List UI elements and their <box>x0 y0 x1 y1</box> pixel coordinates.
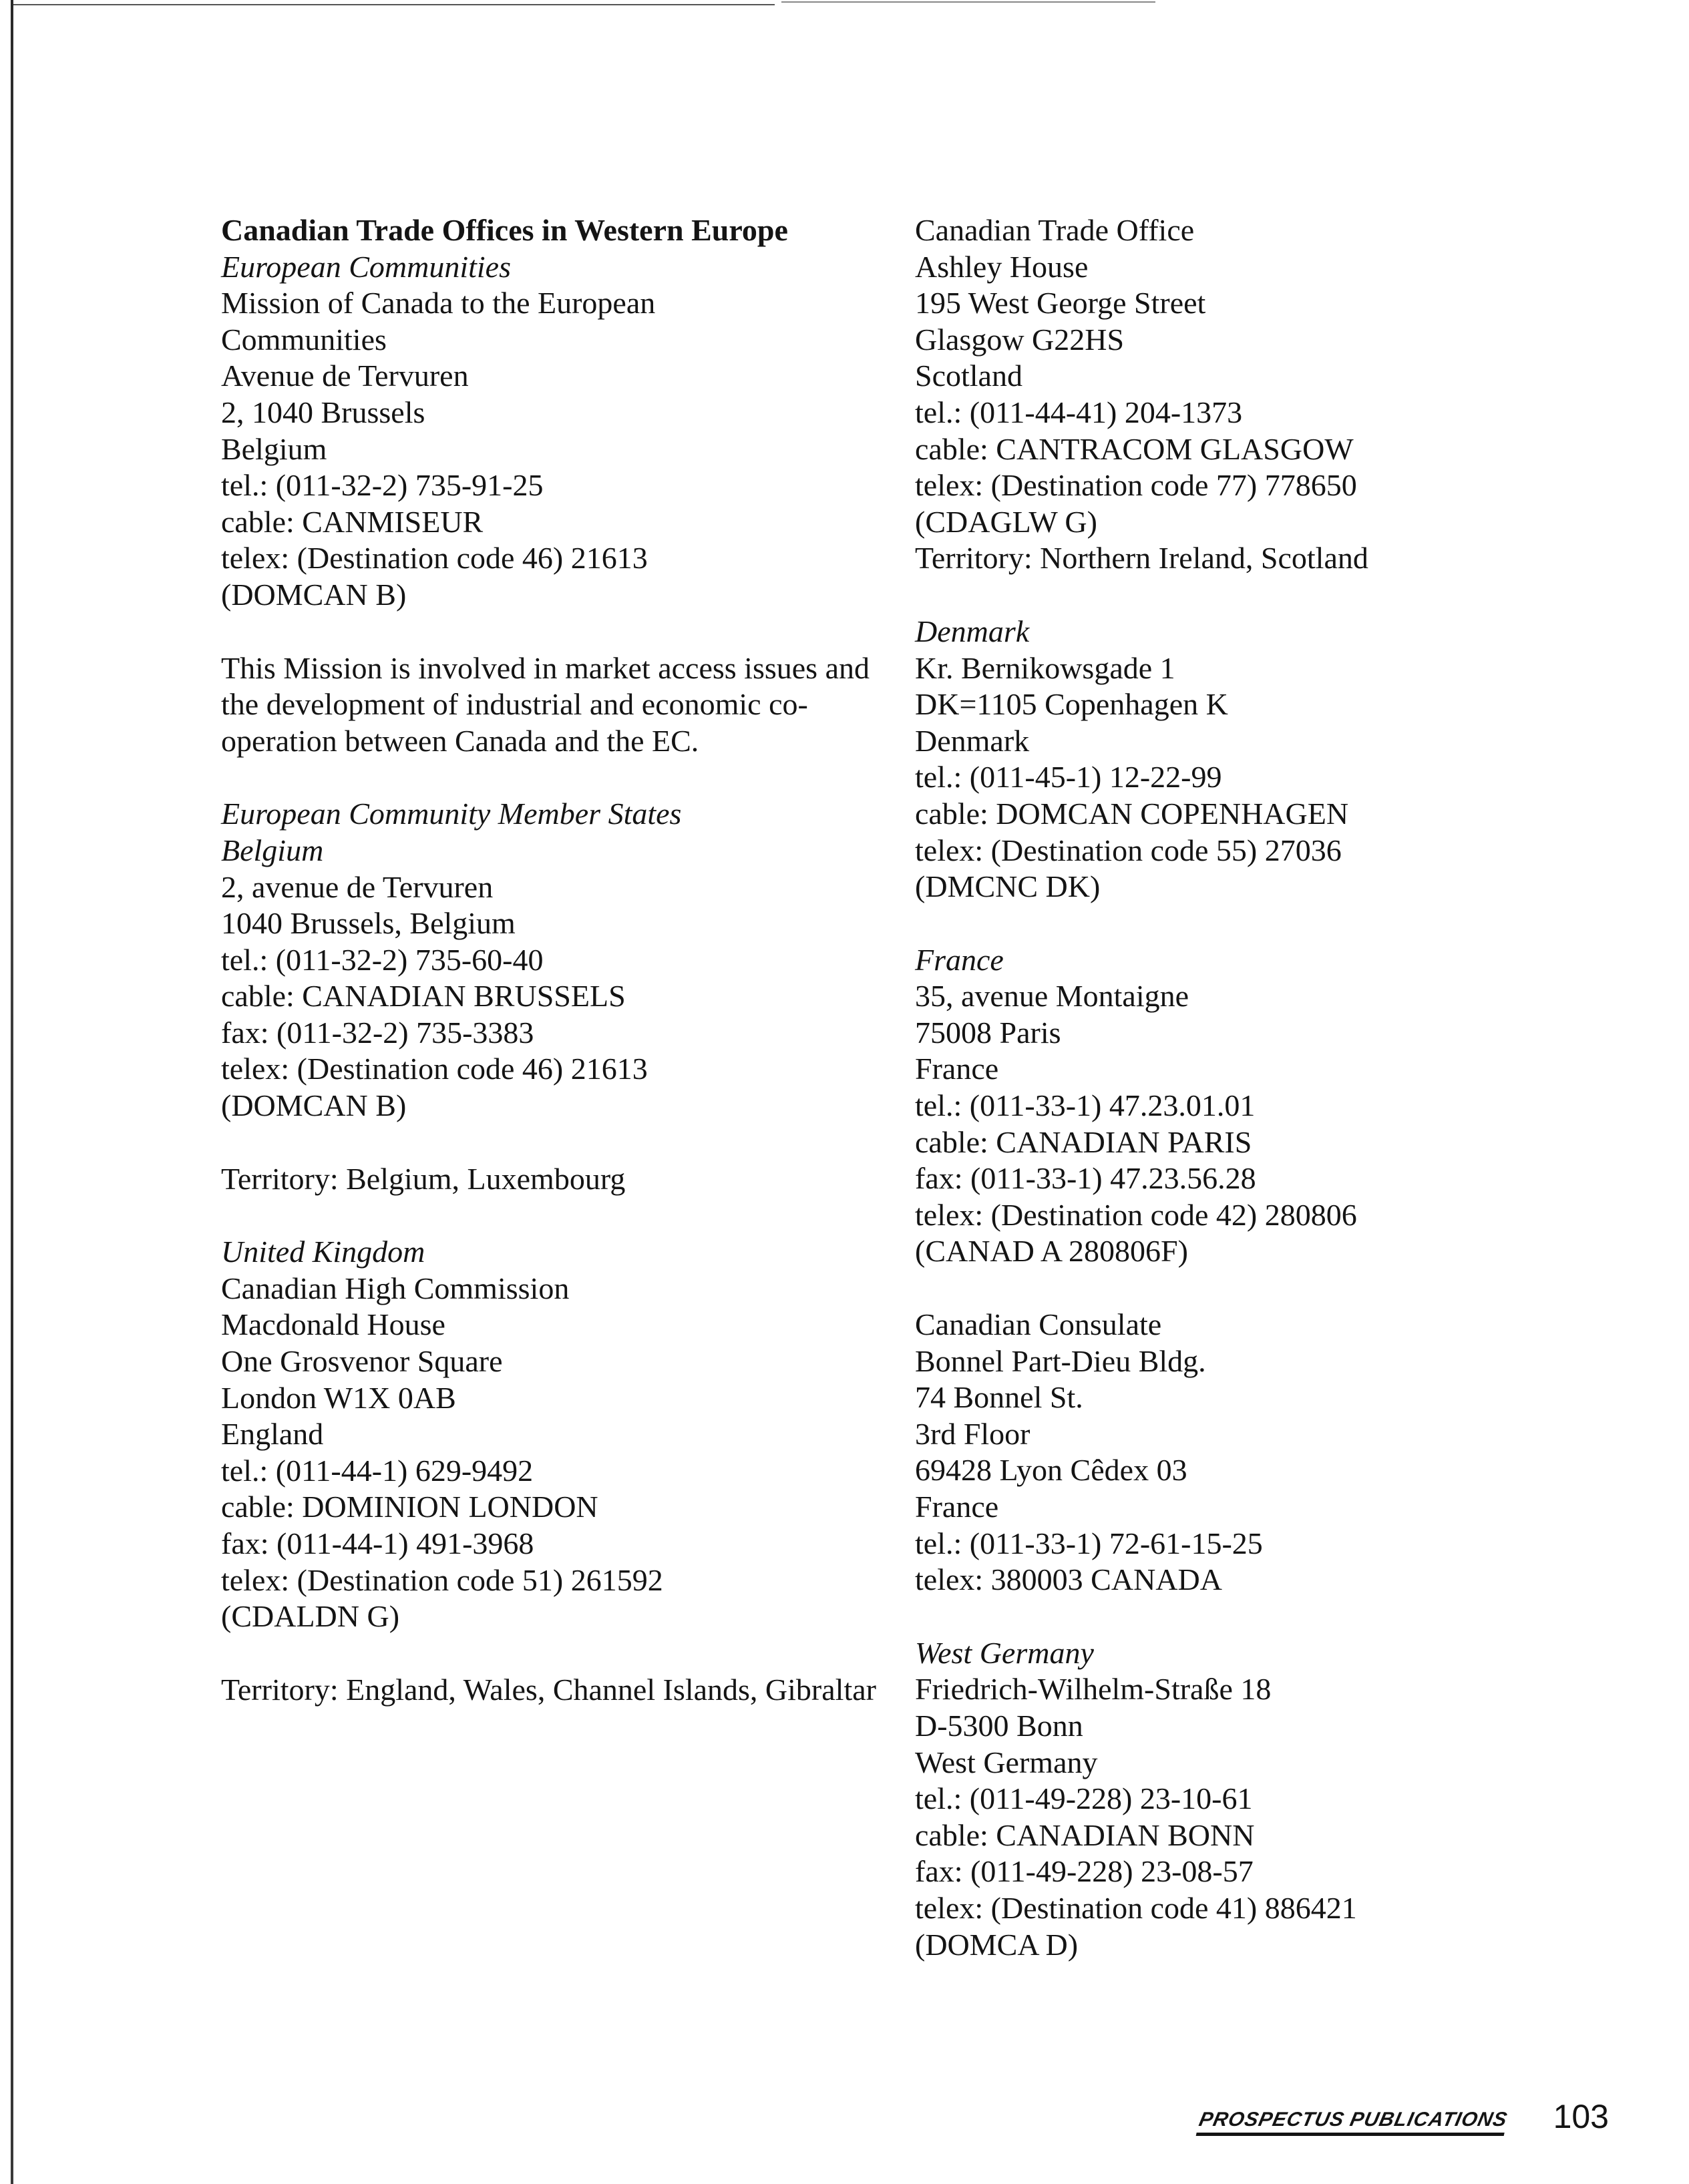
subsection-heading: France <box>915 942 1004 977</box>
text-line: cable: CANADIAN PARIS <box>915 1124 1252 1159</box>
text-line: Territory: Belgium, Luxembourg <box>221 1161 626 1196</box>
address-block <box>221 1672 896 1709</box>
text-line: cable: CANADIAN BONN <box>915 1817 1255 1852</box>
text-line: England <box>221 1417 324 1452</box>
text-line: France <box>915 1052 999 1086</box>
text-line: 2, 1040 Brussels <box>221 395 425 429</box>
scan-edge-top-right <box>781 1 1155 3</box>
text-line: telex: (Destination code 42) 280806 <box>915 1197 1357 1232</box>
text-line: Territory: England, Wales, Channel Islands, Gibraltar <box>221 1672 876 1707</box>
publisher-logo: PROSPECTUS PUBLICATIONS <box>1195 2109 1509 2136</box>
text-line: D-5300 Bonn <box>915 1708 1083 1743</box>
text-line: fax: (011-49-228) 23-08-57 <box>915 1854 1254 1889</box>
right-column <box>915 212 1516 2000</box>
address-block <box>221 212 896 614</box>
text-line: Belgium <box>221 431 327 466</box>
text-line: (DOMCA D) <box>915 1927 1079 1962</box>
text-line: tel.: (011-33-1) 72-61-15-25 <box>915 1526 1263 1560</box>
text-line: Territory: Northern Ireland, Scotland <box>915 541 1368 576</box>
page-footer <box>1199 2097 1609 2136</box>
subsection-heading: United Kingdom <box>221 1235 425 1269</box>
text-line: 1040 Brussels, Belgium <box>221 906 516 941</box>
text-line: Macdonald House <box>221 1307 445 1342</box>
subsection-heading: West Germany <box>915 1635 1094 1670</box>
text-line: Kr. Bernikowsgade 1 <box>915 650 1175 685</box>
text-line: 69428 Lyon Cêdex 03 <box>915 1453 1187 1488</box>
left-column <box>221 212 896 1745</box>
text-line: tel.: (011-44-1) 629-9492 <box>221 1453 534 1488</box>
text-line: telex: (Destination code 46) 21613 <box>221 541 648 576</box>
scan-edge-left <box>11 0 13 2184</box>
text-line: This Mission is involved in market access issues and <box>221 650 870 685</box>
text-line: Canadian High Commission <box>221 1271 570 1305</box>
text-line: One Grosvenor Square <box>221 1344 503 1379</box>
text-line: fax: (011-33-1) 47.23.56.28 <box>915 1161 1256 1196</box>
text-line: (DMCNC DK) <box>915 869 1101 904</box>
section-heading: Canadian Trade Offices in Western Europe <box>221 213 788 247</box>
text-line: Denmark <box>915 723 1030 758</box>
address-block <box>915 614 1516 905</box>
page-number: 103 <box>1553 2098 1609 2135</box>
text-line: cable: CANTRACOM GLASGOW <box>915 431 1354 466</box>
text-line: (CDALDN G) <box>221 1599 400 1634</box>
address-block <box>221 1161 896 1198</box>
text-line: Avenue de Tervuren <box>221 359 469 393</box>
text-line: 3rd Floor <box>915 1416 1030 1451</box>
text-line: Friedrich-Wilhelm-Straße 18 <box>915 1672 1272 1707</box>
text-line: tel.: (011-45-1) 12-22-99 <box>915 760 1222 795</box>
text-line: Scotland <box>915 359 1022 393</box>
text-line: Ashley House <box>915 249 1089 284</box>
text-line: London W1X 0AB <box>221 1380 456 1415</box>
text-line: fax: (011-32-2) 735-3383 <box>221 1015 534 1050</box>
text-line: telex: (Destination code 51) 261592 <box>221 1562 663 1597</box>
text-line: (DOMCAN B) <box>221 1088 407 1123</box>
text-line: (CANAD A 280806F) <box>915 1234 1188 1269</box>
address-block <box>915 942 1516 1270</box>
text-line: telex: 380003 CANADA <box>915 1562 1222 1597</box>
text-line: cable: DOMINION LONDON <box>221 1490 598 1524</box>
text-line: tel.: (011-32-2) 735-60-40 <box>221 942 544 977</box>
text-line: Mission of Canada to the European <box>221 286 656 320</box>
address-block <box>221 1234 896 1635</box>
text-line: 75008 Paris <box>915 1015 1061 1050</box>
text-line: Communities <box>221 322 387 357</box>
text-line: telex: (Destination code 41) 886421 <box>915 1890 1357 1925</box>
text-line: tel.: (011-44-41) 204-1373 <box>915 395 1243 429</box>
address-block <box>221 796 896 1124</box>
text-line: 195 West George Street <box>915 286 1206 320</box>
text-line: 74 Bonnel St. <box>915 1380 1083 1415</box>
subsection-heading: European Community Member States <box>221 797 682 831</box>
text-line: West Germany <box>915 1745 1098 1779</box>
address-block <box>915 212 1516 577</box>
text-line: DK=1105 Copenhagen K <box>915 687 1228 722</box>
text-line: tel.: (011-33-1) 47.23.01.01 <box>915 1088 1256 1123</box>
text-line: cable: CANADIAN BRUSSELS <box>221 979 626 1014</box>
text-line: telex: (Destination code 46) 21613 <box>221 1052 648 1086</box>
text-line: 35, avenue Montaigne <box>915 979 1189 1014</box>
text-line: telex: (Destination code 77) 778650 <box>915 468 1357 503</box>
text-line: Canadian Consulate <box>915 1307 1162 1342</box>
text-line: Glasgow G22HS <box>915 322 1125 357</box>
text-line: fax: (011-44-1) 491-3968 <box>221 1526 534 1560</box>
text-line: (CDAGLW G) <box>915 504 1097 539</box>
text-line: France <box>915 1490 999 1524</box>
text-line: telex: (Destination code 55) 27036 <box>915 833 1342 867</box>
scan-edge-top <box>13 4 775 5</box>
country-heading: Belgium <box>221 833 324 867</box>
text-line: Bonnel Part-Dieu Bldg. <box>915 1343 1206 1378</box>
address-block <box>915 1307 1516 1598</box>
text-line: 2, avenue de Tervuren <box>221 869 494 904</box>
text-line: tel.: (011-32-2) 735-91-25 <box>221 468 544 503</box>
text-line: (DOMCAN B) <box>221 577 407 612</box>
text-line: operation between Canada and the EC. <box>221 723 699 758</box>
subsection-heading: European Communities <box>221 249 511 284</box>
subsection-heading: Denmark <box>915 614 1030 648</box>
address-block <box>221 650 896 760</box>
address-block <box>915 1635 1516 1963</box>
text-line: Canadian Trade Office <box>915 213 1195 247</box>
text-line: tel.: (011-49-228) 23-10-61 <box>915 1781 1253 1816</box>
text-line: the development of industrial and economic co- <box>221 687 808 722</box>
text-line: cable: CANMISEUR <box>221 504 484 539</box>
text-line: cable: DOMCAN COPENHAGEN <box>915 796 1349 831</box>
